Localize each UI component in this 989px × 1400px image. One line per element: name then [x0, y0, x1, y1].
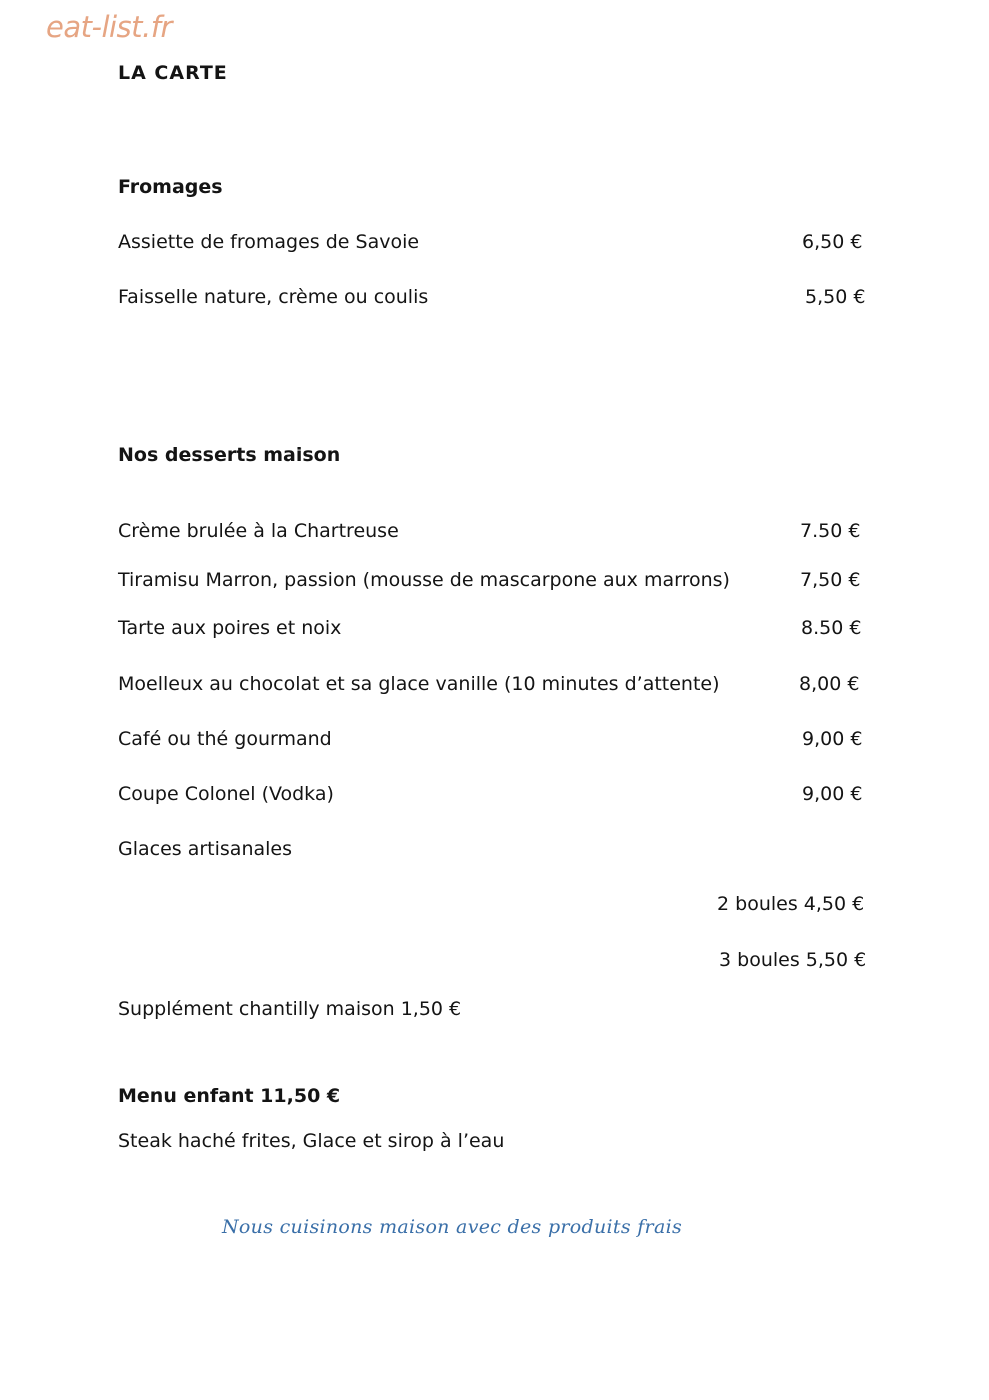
- menu-item-price: 8.50 €: [801, 617, 862, 639]
- page-title: LA CARTE: [118, 62, 228, 84]
- menu-item-name: Coupe Colonel (Vodka): [118, 783, 334, 805]
- menu-item-name: Glaces artisanales: [118, 838, 292, 860]
- menu-item-price: 9,00 €: [802, 783, 863, 805]
- menu-item-name: Moelleux au chocolat et sa glace vanille (10 minutes d’attente): [118, 673, 720, 695]
- menu-item-name: Crème brulée à la Chartreuse: [118, 520, 399, 542]
- menu-item-name: Café ou thé gourmand: [118, 728, 332, 750]
- menu-item-price: 8,00 €: [799, 673, 860, 695]
- menu-item-price: 9,00 €: [802, 728, 863, 750]
- menu-item-price: 7.50 €: [800, 520, 861, 542]
- watermark-logo: eat-list.fr: [46, 10, 172, 44]
- section-heading-fromages: Fromages: [118, 176, 223, 198]
- supplement-line: Supplément chantilly maison 1,50 €: [118, 998, 462, 1020]
- menu-item-price: 7,50 €: [800, 569, 861, 591]
- menu-item-name: Faisselle nature, crème ou coulis: [118, 286, 429, 308]
- menu-item-name: Tiramisu Marron, passion (mousse de mascarpone aux marrons): [118, 569, 730, 591]
- footer-tagline: Nous cuisinons maison avec des produits frais: [222, 1216, 682, 1238]
- menu-item-price: 5,50 €: [805, 286, 866, 308]
- section-heading-desserts: Nos desserts maison: [118, 444, 341, 466]
- ice-cream-option: 2 boules 4,50 €: [717, 893, 865, 915]
- menu-item-price: 6,50 €: [802, 231, 863, 253]
- menu-item-name: Assiette de fromages de Savoie: [118, 231, 420, 253]
- menu-enfant-description: Steak haché frites, Glace et sirop à l’eau: [118, 1130, 505, 1152]
- section-heading-menu-enfant: Menu enfant 11,50 €: [118, 1085, 341, 1107]
- menu-item-name: Tarte aux poires et noix: [118, 617, 342, 639]
- ice-cream-option: 3 boules 5,50 €: [719, 949, 867, 971]
